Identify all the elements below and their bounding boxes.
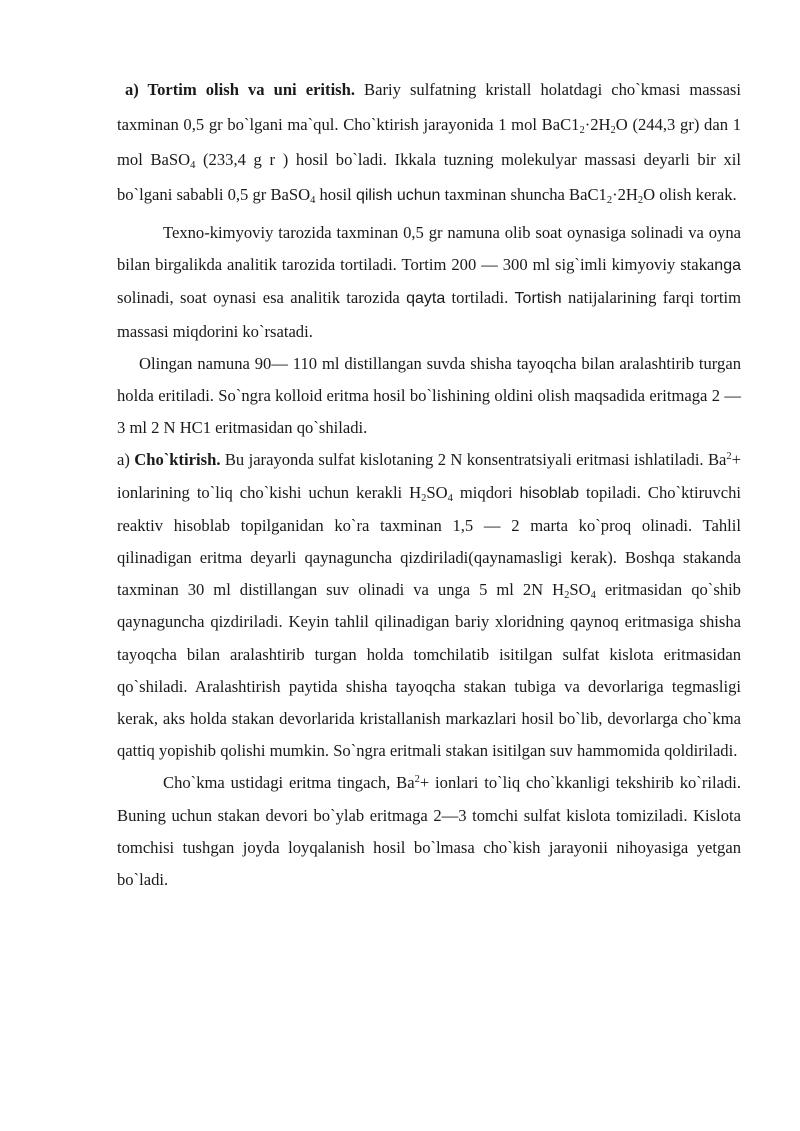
paragraph-weighing: Texno-kimyoviy tarozida taxminan 0,5 gr namuna olib soat oynasiga solinadi va oyna bilan birgalikda analitik tarozida tortiladi. Tortim 200 — 300 ml sig`imli kimyoviy stakanga solinadi, soat oynasi esa analitik tarozida qayta tortiladi. Tortish natijalarining farqi tortim massasi miqdorini ko`rsatadi. bbox=[117, 223, 741, 341]
section-heading-precipitation: Cho`ktirish. bbox=[134, 450, 221, 470]
paragraph-dissolve-sample: Olingan namuna 90— 110 ml distillangan suvda shisha tayoqcha bilan aralashtirib turgan holda eritiladi. So`ngra kolloid eritma hosil bo`lishining oldini olish maqsadida eritmaga 2 — 3 ml 2 N HC1 eritmasidan qo`shiladi. bbox=[117, 353, 741, 438]
paragraph-precipitation: a) Cho`ktirish. Bu jarayonda sulfat kislotaning 2 N konsentratsiyali eritmasi ishlatiladi. $Ba^2+$ ionlarining to`liq cho`kishi uchun kerakli $H_2SO_4$ miqdori hisoblab topiladi. Cho`ktiruvchi reaktiv hisoblab topilganidan ko`ra taxminan 1,5 — 2 marta ko`proq olinadi. Tahlil qilinadigan eritma deyarli qaynaguncha qizdiriladi(qaynamasligi kerak). Boshqa stakanda taxminan 30 ml distillangan suv olinadi va unga 5 ml 2N $H_2SO_4$ eritmasidan qo`shib qaynaguncha qizdiriladi. Keyin tahlil qilinadigan bariy xloridning qaynoq eritmasiga shisha tayoqcha bilan aralashtirib turgan holda tomchilatib isitilgan sulfat kislota eritmasidan qo`shiladi. Aralashtirish paytida shisha tayoqcha stakan tubiga va devorlariga tegmasligi kerak, aks holda stakan devorlarida kristallanish markazlari hosil bo`lib, devorlarga cho`kma qattiq yopishib qolishi mumkin. So`ngra eritmali stakan isitilgan suv hammomida qoldiriladi. bbox=[117, 450, 741, 761]
paragraph-completeness-check: Cho`kma ustidagi eritma tingach, $Ba^2+$ ionlari to`liq cho`kkanligi tekshirib ko`riladi. Buning uchun stakan devori bo`ylab eritmaga 2—3 tomchi sulfat kislota tomiziladi. Kislota tomchisi tushgan joyda loyqalanish hosil bo`lmasa cho`kish jarayonii nihoyasiga yetgan bo`ladi. bbox=[117, 773, 742, 890]
document-body bbox=[117, 72, 741, 896]
paragraph-dissolving: a) Tortim olish va uni eritish. Bariy sulfatning kristall holatdagi cho`kmasi massasi taxminan 0,5 gr bo`lgani ma`qul. Cho`ktirish jarayonida 1 mol $BaC1_2\cdot 2H_2O$ (244,3 gr) dan 1 mol BaSO$_4$ (233,4 g r ) hosil bo`ladi. Ikkala tuzning molekulyar massasi deyarli bir xil bo`lgani sababli 0,5 gr BaSO$_4$ hosil qilish uchun taxminan shuncha $BaC1_2\cdot 2H_2O$ olish kerak. bbox=[117, 80, 742, 206]
section-heading-dissolving: a) Tortim olish va uni eritish. bbox=[125, 80, 356, 99]
